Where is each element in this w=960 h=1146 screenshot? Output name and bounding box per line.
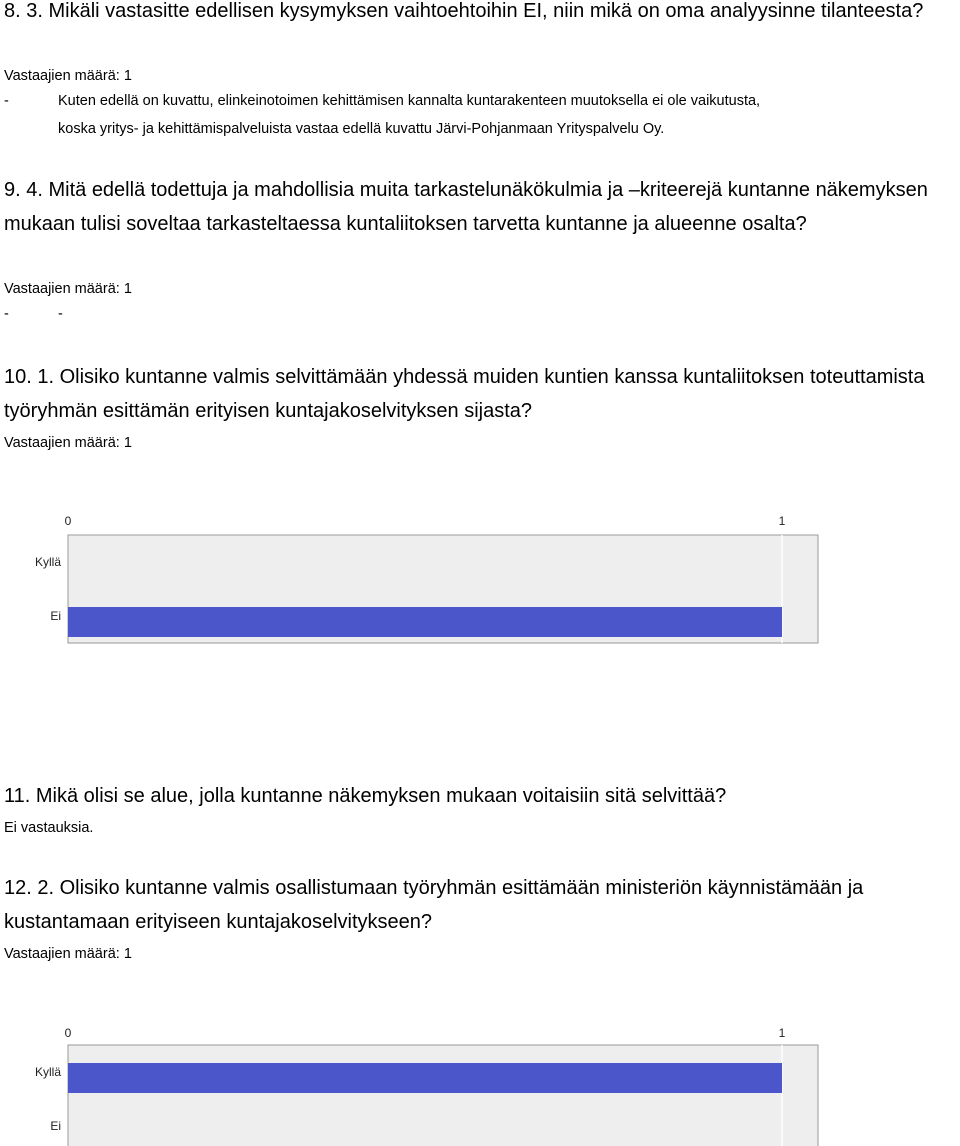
respondent-count: Vastaajien määrä: 1	[4, 281, 132, 297]
question-10-1-heading: 10. 1. Olisiko kuntanne valmis selvittämään yhdessä muiden kuntien kanssa kuntaliitoksen toteuttamista työryhmän esittämän erityisen kuntajakoselvityksen sijasta?	[4, 366, 925, 422]
question-12-2-heading: 12. 2. Olisiko kuntanne valmis osallistumaan työryhmän esittämään ministeriön käynnistämään ja kustantamaan erityiseen kuntajakoselvitykseen?	[4, 877, 864, 933]
question-8-3-heading: 8. 3. Mikäli vastasitte edellisen kysymyksen vaihtoehtoihin EI, niin mikä on oma analyysinne tilanteesta?	[4, 0, 924, 22]
no-responses-label: Ei vastauksia.	[4, 820, 94, 836]
x-tick-label: 1	[778, 514, 786, 528]
x-tick-label: 0	[64, 1026, 72, 1040]
category-label: Kyllä	[34, 555, 61, 569]
bar-ei	[68, 607, 782, 637]
respondent-count: Vastaajien määrä: 1	[4, 435, 132, 451]
category-label: Kyllä	[34, 1065, 61, 1079]
bar-kyllä	[68, 1063, 782, 1093]
answer-text: -	[58, 306, 63, 322]
x-tick-label: 1	[778, 1026, 786, 1040]
question-11-heading: 11. Mikä olisi se alue, jolla kuntanne näkemyksen mukaan voitaisiin sitä selvittää?	[4, 785, 727, 807]
plot-area	[68, 535, 818, 643]
answer-line-2: koska yritys- ja kehittämispalveluista vastaa edellä kuvattu Järvi-Pohjanmaan Yrityspalvelu Oy.	[58, 121, 665, 137]
respondent-count: Vastaajien määrä: 1	[4, 946, 132, 962]
category-label: Ei	[50, 609, 61, 623]
answer-bullet: -	[4, 306, 9, 322]
respondent-count: Vastaajien määrä: 1	[4, 68, 132, 84]
question-9-4-heading: 9. 4. Mitä edellä todettuja ja mahdollisia muita tarkastelunäkökulmia ja –kriteerejä kuntanne näkemyksen mukaan tulisi soveltaa tarkasteltaessa kuntaliitoksen tarvetta kuntanne ja alueenne osalta?	[4, 179, 928, 235]
answer-line-1: Kuten edellä on kuvattu, elinkeinotoimen kehittämisen kannalta kuntarakenteen muutoksella ei ole vaikutusta,	[58, 93, 761, 109]
x-tick-label: 0	[64, 514, 72, 528]
category-label: Ei	[50, 1119, 61, 1133]
answer-bullet: -	[4, 93, 9, 109]
plot-area	[68, 1045, 818, 1146]
